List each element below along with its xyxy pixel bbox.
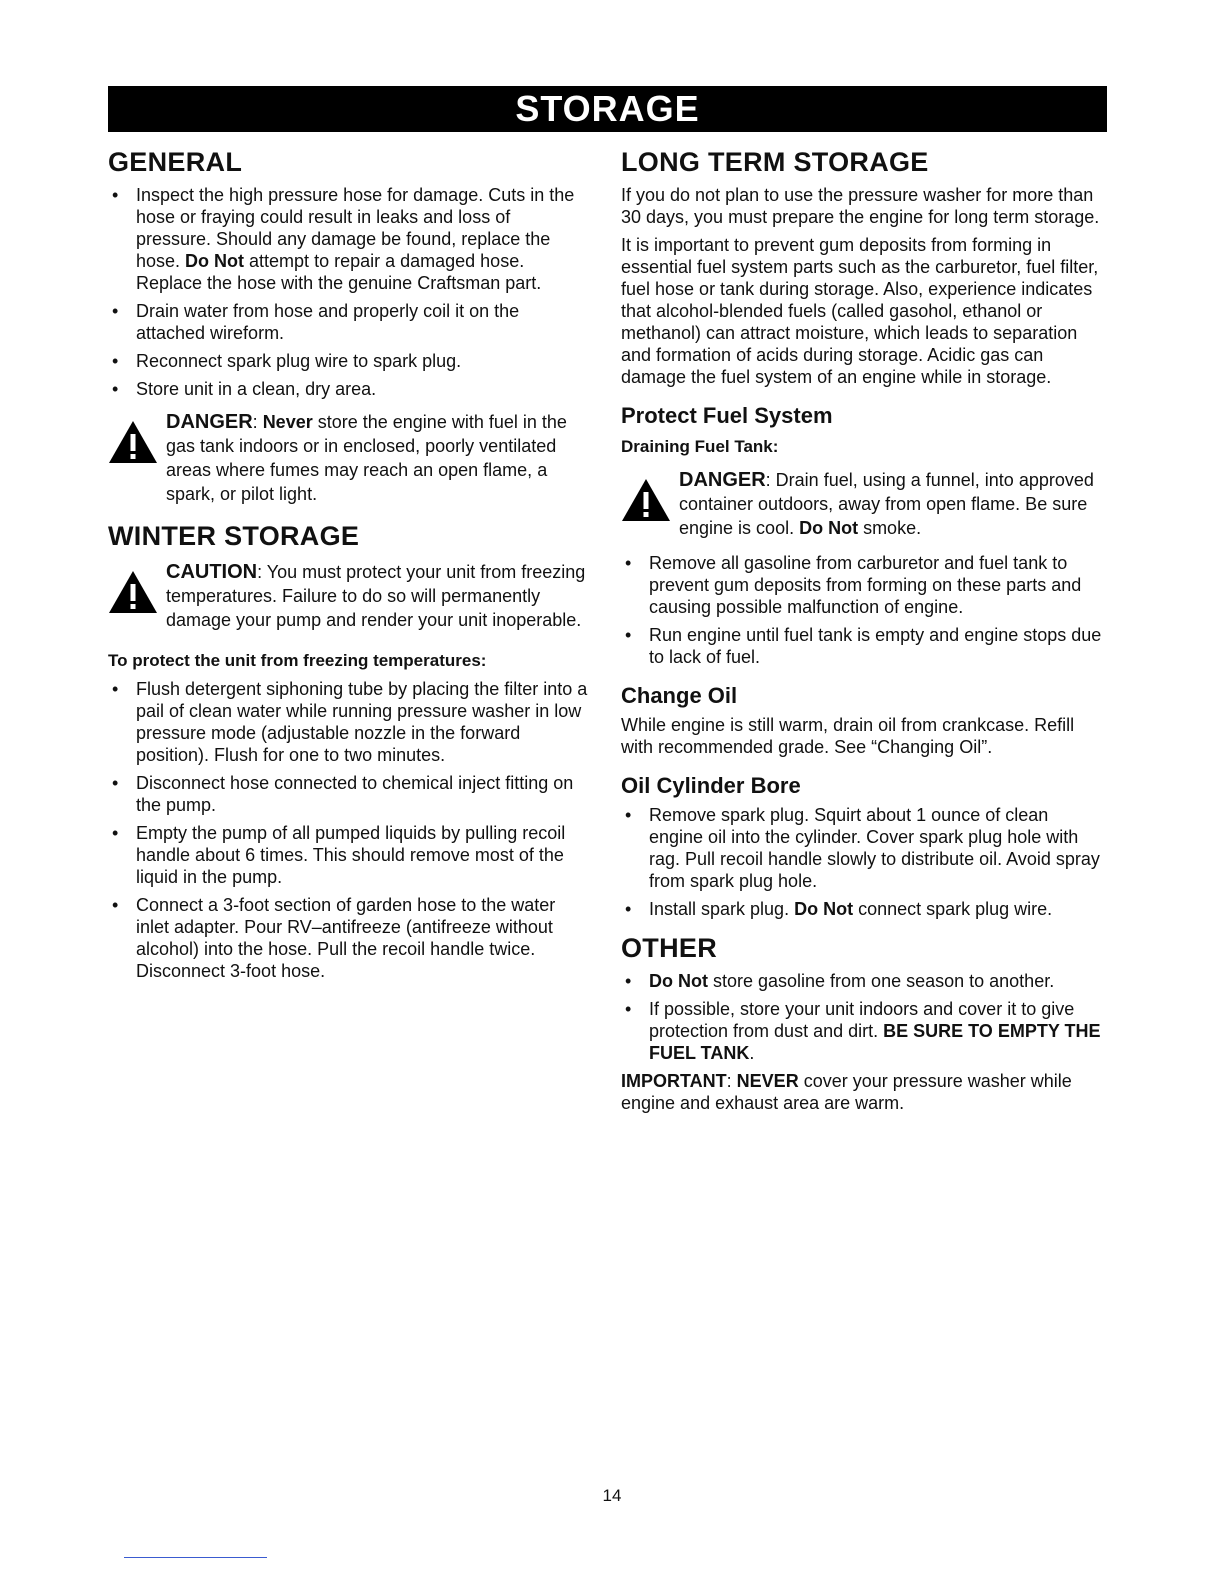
list-item: • Install spark plug. Do Not connect spark plug wire. <box>625 899 1053 919</box>
list-item: • Connect a 3-foot section of garden hose to the water inlet adapter. Pour RV–antifreeze (antifreeze without alcohol) into the hose. Pull the recoil handle twice. Disconnect 3-foot hose. <box>112 895 556 981</box>
list-item: • If possible, store your unit indoors and cover it to give protection from dust and dirt. BE SURE TO EMPTY THE FUEL TANK. <box>625 999 1101 1063</box>
list-item: • Do Not store gasoline from one season to another. <box>625 971 1055 991</box>
page-number: 14 <box>602 1486 622 1505</box>
warning-icon <box>108 570 158 614</box>
right-column <box>621 146 1107 1120</box>
fuel-list <box>621 552 1107 668</box>
winter-heading: WINTER STORAGE <box>108 521 360 551</box>
important-note: IMPORTANT: NEVER cover your pressure washer while engine and exhaust area are warm. <box>621 1071 1072 1113</box>
danger-notice: DANGER: Drain fuel, using a funnel, into approved container outdoors, away from open flame. Be sure engine is cool. Do Not smoke. <box>621 468 1107 540</box>
list-item: • Flush detergent siphoning tube by placing the filter into a pail of clean water while running pressure washer in low pressure mode (adjustable nozzle in the forward position). Flush for one to two minutes. <box>112 679 588 765</box>
oil-cylinder-list <box>621 804 1107 920</box>
long-term-detail: It is important to prevent gum deposits from forming in essential fuel system parts such as the carburetor, fuel filter, fuel hose or tank during storage. Also, experience indicates that alcohol-blended fuels (called gasohol, ethanol or methanol) can attract moisture, which leads to separation and formation of acids during storage. Acidic gas can damage the fuel system of an engine while in storage. <box>621 235 1099 387</box>
long-term-intro: If you do not plan to use the pressure washer for more than 30 days, you must prepare the engine for long term storage. <box>621 185 1100 227</box>
other-heading: OTHER <box>621 933 717 963</box>
list-item: • Empty the pump of all pumped liquids by pulling recoil handle about 6 times. This should remove most of the liquid in the pump. <box>112 823 566 887</box>
caution-notice: CAUTION: You must protect your unit from freezing temperatures. Failure to do so will permanently damage your pump and render your unit inoperable. <box>108 560 590 632</box>
list-item: • Reconnect spark plug wire to spark plug. <box>112 351 462 371</box>
general-list <box>108 184 590 400</box>
list-item: • Remove spark plug. Squirt about 1 ounce of clean engine oil into the cylinder. Cover spark plug hole with rag. Pull recoil handle slowly to distribute oil. Avoid spray from spark plug hole. <box>625 805 1100 891</box>
other-list <box>621 970 1107 1064</box>
warning-icon <box>621 478 671 522</box>
draining-fuel-subheading: Draining Fuel Tank: <box>621 437 779 456</box>
page-banner: STORAGE <box>108 86 1107 132</box>
left-column <box>108 146 590 988</box>
list-item: • Disconnect hose connected to chemical inject fitting on the pump. <box>112 773 574 815</box>
footer-rule <box>124 1557 267 1558</box>
general-heading: GENERAL <box>108 147 243 177</box>
list-item: • Run engine until fuel tank is empty and engine stops due to lack of fuel. <box>625 625 1102 667</box>
warning-icon <box>108 420 158 464</box>
list-item: • Inspect the high pressure hose for damage. Cuts in the hose or fraying could result in leaks and loss of pressure. Should any damage be found, replace the hose. Do Not attempt to repair a damaged hose. Replace the hose with the genuine Craftsman part. <box>112 185 575 293</box>
list-item: • Remove all gasoline from carburetor and fuel tank to prevent gum deposits from forming on these parts and causing possible malfunction of engine. <box>625 553 1082 617</box>
list-item: • Drain water from hose and properly coil it on the attached wireform. <box>112 301 520 343</box>
oil-cylinder-heading: Oil Cylinder Bore <box>621 773 801 798</box>
change-oil-text: While engine is still warm, drain oil from crankcase. Refill with recommended grade. See “Changing Oil”. <box>621 715 1075 757</box>
protect-fuel-heading: Protect Fuel System <box>621 403 833 428</box>
list-item: • Store unit in a clean, dry area. <box>112 379 377 399</box>
winter-subheading: To protect the unit from freezing temperatures: <box>108 651 487 670</box>
change-oil-heading: Change Oil <box>621 683 738 708</box>
winter-list <box>108 678 590 982</box>
danger-notice: DANGER: Never store the engine with fuel in the gas tank indoors or in enclosed, poorly ventilated areas where fumes may reach an open flame, a spark, or pilot light. <box>108 410 590 506</box>
long-term-heading: LONG TERM STORAGE <box>621 147 929 177</box>
